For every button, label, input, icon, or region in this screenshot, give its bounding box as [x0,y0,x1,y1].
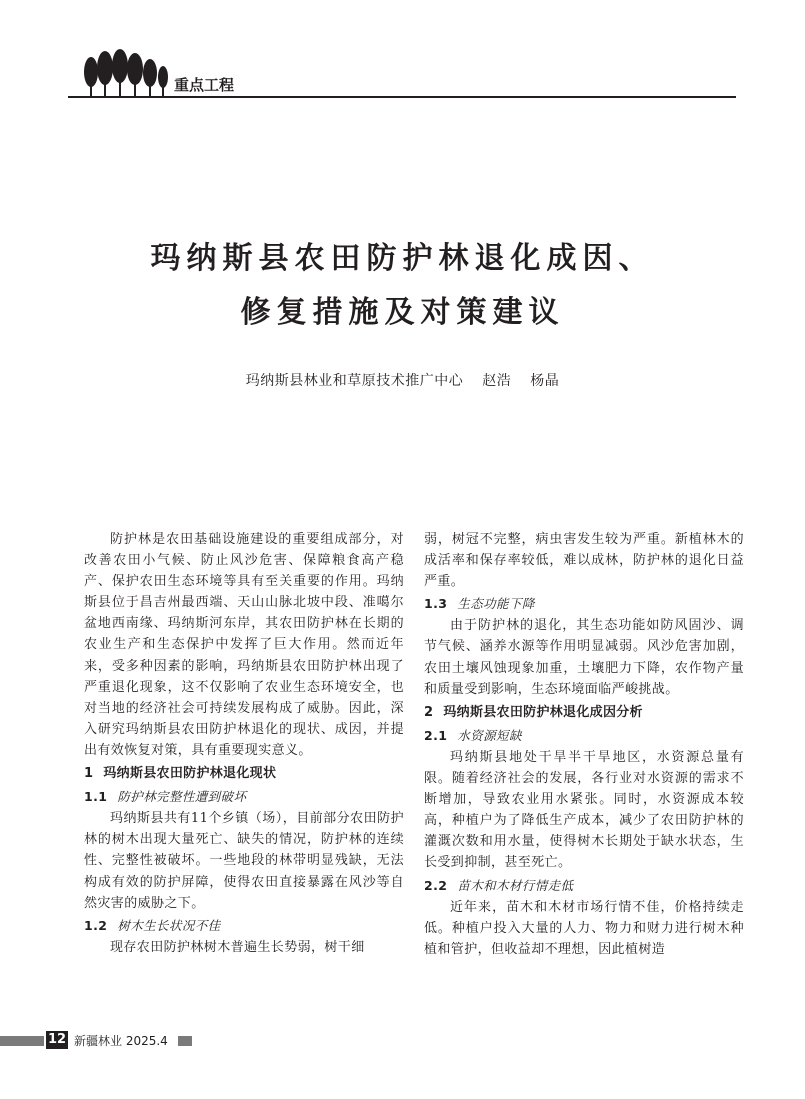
body-paragraph: 近年来，苗木和木材市场行情不佳，价格持续走低。种植户投入大量的人力、物力和财力进行树木种植和管护，但收益却不理想，因此植树造 [424,899,744,957]
author-name: 赵浩 [482,373,512,389]
article-title [0,232,805,340]
section-heading-2 [424,702,744,723]
subsection-number: 2.1 [424,727,448,743]
header-rule [68,96,736,98]
body-paragraph: 现存农田防护林树木普遍生长势弱，树干细 [110,939,365,955]
author-organization: 玛纳斯县林业和草原技术推广中心 [245,373,464,389]
subsection-title: 生态功能下降 [457,596,535,612]
subsection-number: 1.1 [84,789,108,805]
title-line-2: 修复措施及对策建议 [240,295,565,330]
title-line-1: 玛纳斯县农田防护林退化成因、 [150,241,655,276]
body-paragraph: 由于防护林的退化，其生态功能如防风固沙、调节气候、涵养水源等作用明显减弱。风沙危害加剧，农田土壤风蚀现象加重，土壤肥力下降，农作物产量和质量受到影响，生态环境面临严峻挑战。 [424,618,744,697]
section-tag: 重点工程 [174,76,235,94]
intro-paragraph: 防护林是农田基础设施建设的重要组成部分，对改善农田小气候、防止风沙危害、保障粮食高产稳产、保护农田生态环境等具有至关重要的作用。玛纳斯县位于昌吉州最西端、天山山脉北坡中段、准噶尔盆地西南缘、玛纳斯河东岸，其农田防护林在长期的农业生产和生态保护中发挥了巨大作用。然而近年来，受多种因素的影响，玛纳斯县农田防护林出现了严重退化现象，这不仅影响了农业生态环境安全，也对当地的经济社会可持续发展构成了威胁。因此，深入研究玛纳斯县农田防护林退化的现状、成因，并提出有效恢复对策，具有重要现实意义。 [84,532,404,758]
subsection-heading-2-2 [424,875,744,896]
subsection-number: 1.3 [424,596,448,612]
subsection-heading-2-1 [424,725,744,746]
subsection-heading-1-3 [424,593,744,614]
subsection-heading-1-1 [84,786,404,807]
section-title: 玛纳斯县农田防护林退化现状 [103,766,277,782]
body-paragraph-continued: 弱，树冠不完整，病虫害发生较为严重。新植林木的成活率和保存率较低，难以成林，防护林的退化日益严重。 [424,532,744,590]
page-footer [0,1030,805,1050]
footer-end-block [178,1036,192,1046]
footer-bar [0,1036,44,1046]
byline [0,370,805,390]
section-number: 2 [424,704,434,720]
left-column [84,529,404,958]
subsection-number: 1.2 [84,917,108,933]
author-name: 杨晶 [530,373,560,389]
subsection-title: 水资源短缺 [457,727,522,743]
subsection-title: 苗木和木材行情走低 [457,877,574,893]
subsection-number: 2.2 [424,877,448,893]
subsection-heading-1-2 [84,915,404,936]
body-paragraph: 玛纳斯县地处干旱半干旱地区，水资源总量有限。随着经济社会的发展，各行业对水资源的需求不断增加，导致农业用水紧张。同时，水资源成本较高，种植户为了降低生产成本，减少了农田防护林的灌溉次数和用水量，使得树木长期处于缺水状态，生长受到抑制，甚至死亡。 [424,749,744,871]
page-number: 12 [47,1032,67,1047]
body-paragraph: 玛纳斯县共有11个乡镇（场），目前部分农田防护林的树木出现大量死亡、缺失的情况，防护林的连续性、完整性被破坏。一些地段的林带明显残缺，无法构成有效的防护屏障，使得农田直接暴露在风沙等自然灾害的威胁之下。 [84,811,404,911]
right-column [424,529,744,960]
tree-row-logo-icon [82,48,172,98]
section-title: 玛纳斯县农田防护林退化成因分析 [443,704,643,720]
subsection-title: 树木生长状况不佳 [117,917,221,933]
running-header [68,42,736,102]
subsection-title: 防护林完整性遭到破坏 [117,789,247,805]
section-number: 1 [84,766,94,782]
journal-issue: 新疆林业 2025.4 [74,1034,168,1048]
section-heading-1 [84,763,404,784]
